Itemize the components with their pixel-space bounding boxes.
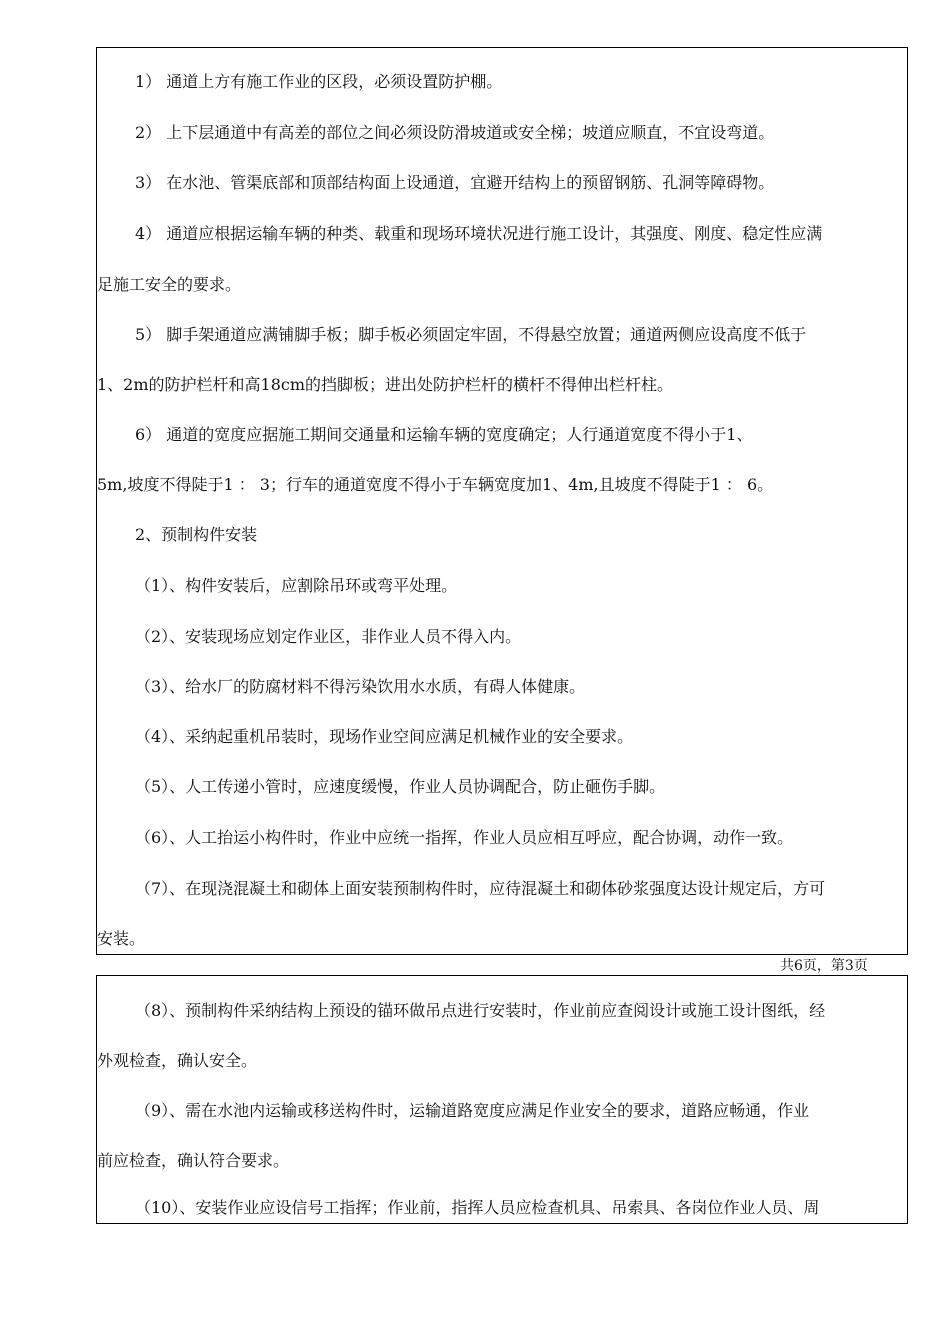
paragraph-line: 3） 在水池、管渠底部和顶部结构面上设通道，宜避开结构上的预留钢筋、孔洞等障碍物。 [135, 173, 775, 192]
paragraph-line: （1）、构件安装后，应割除吊环或弯平处理。 [135, 576, 458, 595]
paragraph-line: （2）、安装现场应划定作业区，非作业人员不得入内。 [135, 627, 522, 646]
paragraph-line: （5）、人工传递小管时，应速度缓慢，作业人员协调配合，防止砸伤手脚。 [135, 777, 666, 796]
paragraph-line: （8）、预制构件采纳结构上预设的锚环做吊点进行安装时，作业前应查阅设计或施工设计图纸，经 [135, 1001, 826, 1020]
paragraph-line: 5） 脚手架通道应满铺脚手板；脚手板必须固定牢固，不得悬空放置；通道两侧应设高度不低于 [135, 325, 807, 344]
section-heading: 2、预制构件安装 [135, 525, 258, 544]
paragraph-line: （6）、人工抬运小构件时，作业中应统一指挥，作业人员应相互呼应，配合协调，动作一致。 [135, 828, 794, 847]
paragraph-line: （4）、采纳起重机吊装时，现场作业空间应满足机械作业的安全要求。 [135, 727, 634, 746]
paragraph-line: 1、2m的防护栏杆和高18cm的挡脚板；进出处防护栏杆的横杆不得伸出栏杆柱。 [97, 375, 674, 394]
paragraph-line: 安装。 [97, 929, 146, 948]
document-page-1-frame [96, 47, 908, 955]
paragraph-line: 前应检查，确认符合要求。 [97, 1151, 290, 1170]
paragraph-line: 4） 通道应根据运输车辆的种类、载重和现场环境状况进行施工设计，其强度、刚度、稳定性应满 [135, 224, 823, 243]
paragraph-line: （9）、需在水池内运输或移送构件时，运输道路宽度应满足作业安全的要求，道路应畅通，作业 [135, 1101, 810, 1120]
paragraph-line: （3）、给水厂的防腐材料不得污染饮用水水质，有碍人体健康。 [135, 677, 586, 696]
paragraph-line: （7）、在现浇混凝土和砌体上面安装预制构件时，应待混凝土和砌体砂浆强度达设计规定后，方可 [135, 879, 826, 898]
paragraph-line: 2） 上下层通道中有高差的部位之间必须设防滑坡道或安全梯；坡道应顺直，不宜设弯道。 [135, 123, 775, 142]
paragraph-line: 足施工安全的要求。 [97, 275, 242, 294]
page-number: 共6页，第3页 [780, 958, 868, 974]
paragraph-line: （10）、安装作业应设信号工指挥；作业前，指挥人员应检查机具、吊索具、各岗位作业人员、周 [135, 1198, 820, 1217]
paragraph-line: 外观检查，确认安全。 [97, 1051, 258, 1070]
paragraph-line: 6） 通道的宽度应据施工期间交通量和运输车辆的宽度确定；人行通道宽度不得小于1、 [135, 425, 753, 444]
document-page-2-frame [96, 975, 908, 1224]
paragraph-line: 1） 通道上方有施工作业的区段，必须设置防护棚。 [135, 72, 503, 91]
paragraph-line: 5m,坡度不得陡于1 ： 3；行车的通道宽度不得小于车辆宽度加1、4m,且坡度不得陡于1 ： 6。 [97, 475, 774, 494]
